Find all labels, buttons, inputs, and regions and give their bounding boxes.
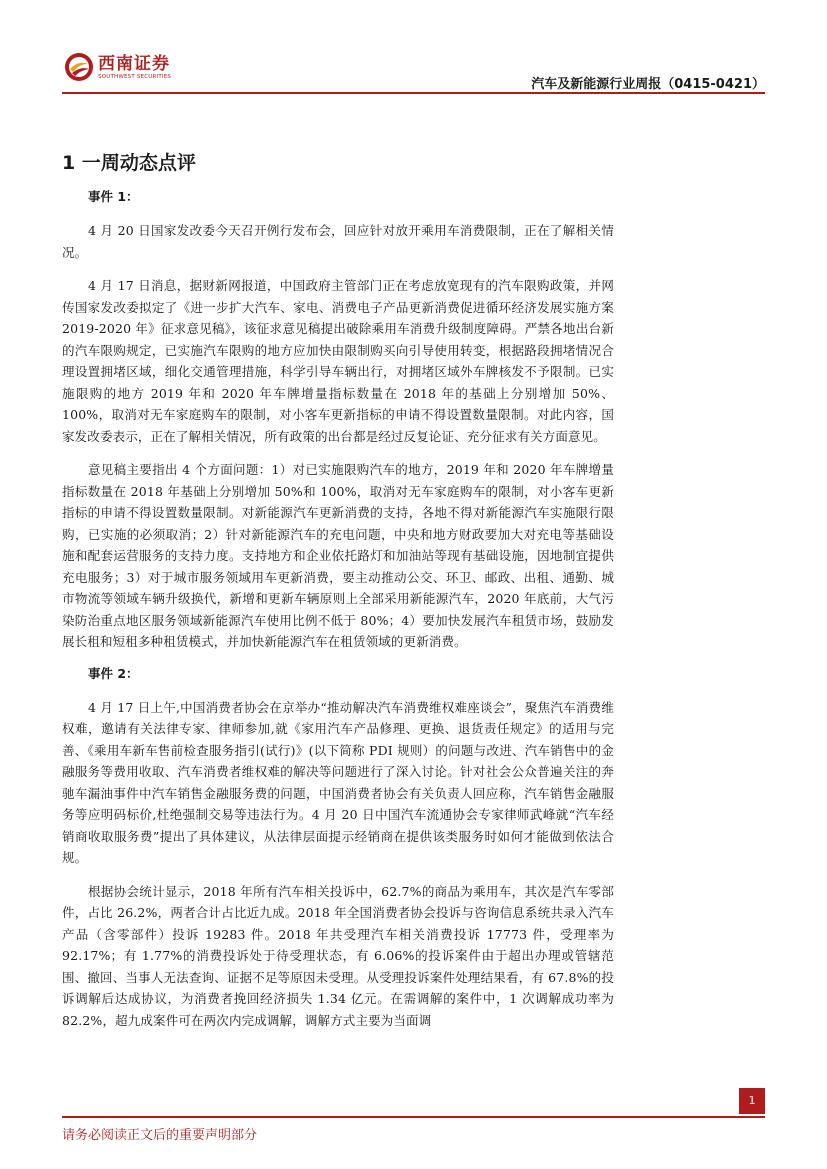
- main-content: [62, 150, 614, 1043]
- logo-mark-icon: [64, 52, 94, 82]
- footer-divider: [62, 1116, 765, 1118]
- report-title: 汽车及新能源行业周报（0415-0421）: [531, 77, 765, 92]
- page-number: 1: [739, 1088, 765, 1114]
- paragraph: 4 月 17 日消息，据财新网报道，中国政府主管部门正在考虑放宽现有的汽车限购政策，并网传国家发改委拟定了《进一步扩大汽车、家电、消费电子产品更新消费促进循环经济发展实施方案 2019-2020 年》征求意见稿》，该征求意见稿提出破除乘用车消费升级制度障碍。严禁各地出台新的汽车限购规定，已实施汽车限购的地方应加快由限制购买向引导使用转变，根据路段拥堵情况合理设置拥堵区域，细化交通管理措施，科学引导车辆出行，对拥堵区域外车牌核发不予限制。已实施限购的地方 2019 年和 2020 年车牌增量指标数量在 2018 年的基础上分别增加 50%、100%，取消对无车家庭购车的限制，对小客车更新指标的申请不得设置数量限制。对此内容，国家发改委表示，正在了解相关情况，所有政策的出台都是经过反复论证、充分征求有关方面意见。: [62, 278, 614, 444]
- company-logo: [64, 52, 171, 82]
- event-label: 事件 2：: [88, 665, 139, 681]
- event-1: [62, 188, 614, 653]
- logo-chinese-name: 西南证券: [98, 53, 170, 74]
- paragraph: 4 月 20 日国家发改委今天召开例行发布会，回应针对放开乘用车消费限制，正在了解相关情况。: [62, 223, 614, 260]
- logo-english-name: SOUTHWEST SECURITIES: [98, 73, 172, 80]
- section-title: 1 一周动态点评: [62, 152, 196, 174]
- page-header: [0, 0, 827, 100]
- header-divider: [62, 92, 765, 94]
- paragraph: 根据协会统计显示，2018 年所有汽车相关投诉中，62.7%的商品为乘用车，其次是汽车零部件，占比 26.2%，两者合计占比近九成。2018 年全国消费者协会投诉与咨询信息系统共录入汽车产品（含零部件）投诉 19283 件。2018 年共受理汽车相关消费投诉 17773 件，受理率为 92.17%；有 1.77%的消费投诉处于待受理状态，有 6.06%的投诉案件由于超出办理或管辖范围、撤回、当事人无法查询、证据不足等原因未受理。从受理投诉案件处理结果看，有 67.8%的投诉调解后达成协议，为消费者挽回经济损失 1.34 亿元。在需调解的案件中，1 次调解成功率为 82.2%，超九成案件可在两次内完成调解，调解方式主要为当面调: [62, 883, 614, 1028]
- event-label: 事件 1：: [88, 189, 139, 204]
- event-2: [62, 665, 614, 1032]
- paragraph: 意见稿主要指出 4 个方面问题：1）对已实施限购汽车的地方，2019 年和 2020 年车牌增量指标数量在 2018 年基础上分别增加 50%和 100%，取消对无车家庭购车的限制，对小客车更新指标的申请不得设置数量限制。对新能源汽车更新消费的支持，各地不得对新能源汽车实施限行限购，已实施的必须取消；2）针对新能源汽车的充电问题，中央和地方财政要加大对充电等基础设施和配套运营服务的支持力度。支持地方和企业依托路灯和加油站等现有基础设施，因地制宜提供充电服务；3）对于城市服务领域用车更新消费，要主动推动公交、环卫、邮政、出租、通勤、城市物流等领域车辆升级换代，新增和更新车辆原则上全部采用新能源汽车，2020 年底前，大气污染防治重点地区服务领域新能源汽车使用比例不低于 80%；4）要加快发展汽车租赁市场，鼓励发展长租和短租多种租赁模式，并加快新能源汽车在租赁领域的更新消费。: [62, 462, 614, 649]
- disclaimer-note: 请务必阅读正文后的重要声明部分: [62, 1128, 258, 1143]
- paragraph: 4 月 17 日上午,中国消费者协会在京举办“推动解决汽车消费维权难座谈会”，聚焦汽车消费维权难，邀请有关法律专家、律师参加,就《家用汽车产品修理、更换、退货责任规定》的适用与完善、《乘用车新车售前检查服务指引(试行)》(以下简称 PDI 规则）的问题与改进、汽车销售中的金融服务等费用收取、汽车消费者维权难的解决等问题进行了深入讨论。针对社会公众普遍关注的奔驰车漏油事件中汽车销售金融服务费的问题，中国消费者协会有关负责人回应称，汽车销售金融服务等应明码标价,杜绝强制交易等违法行为。4 月 20 日中国汽车流通协会专家律师武峰就“汽车经销商收取服务费”提出了具体建议，从法律层面提示经销商在提供该类服务时如何才能做到依法合规。: [62, 699, 614, 865]
